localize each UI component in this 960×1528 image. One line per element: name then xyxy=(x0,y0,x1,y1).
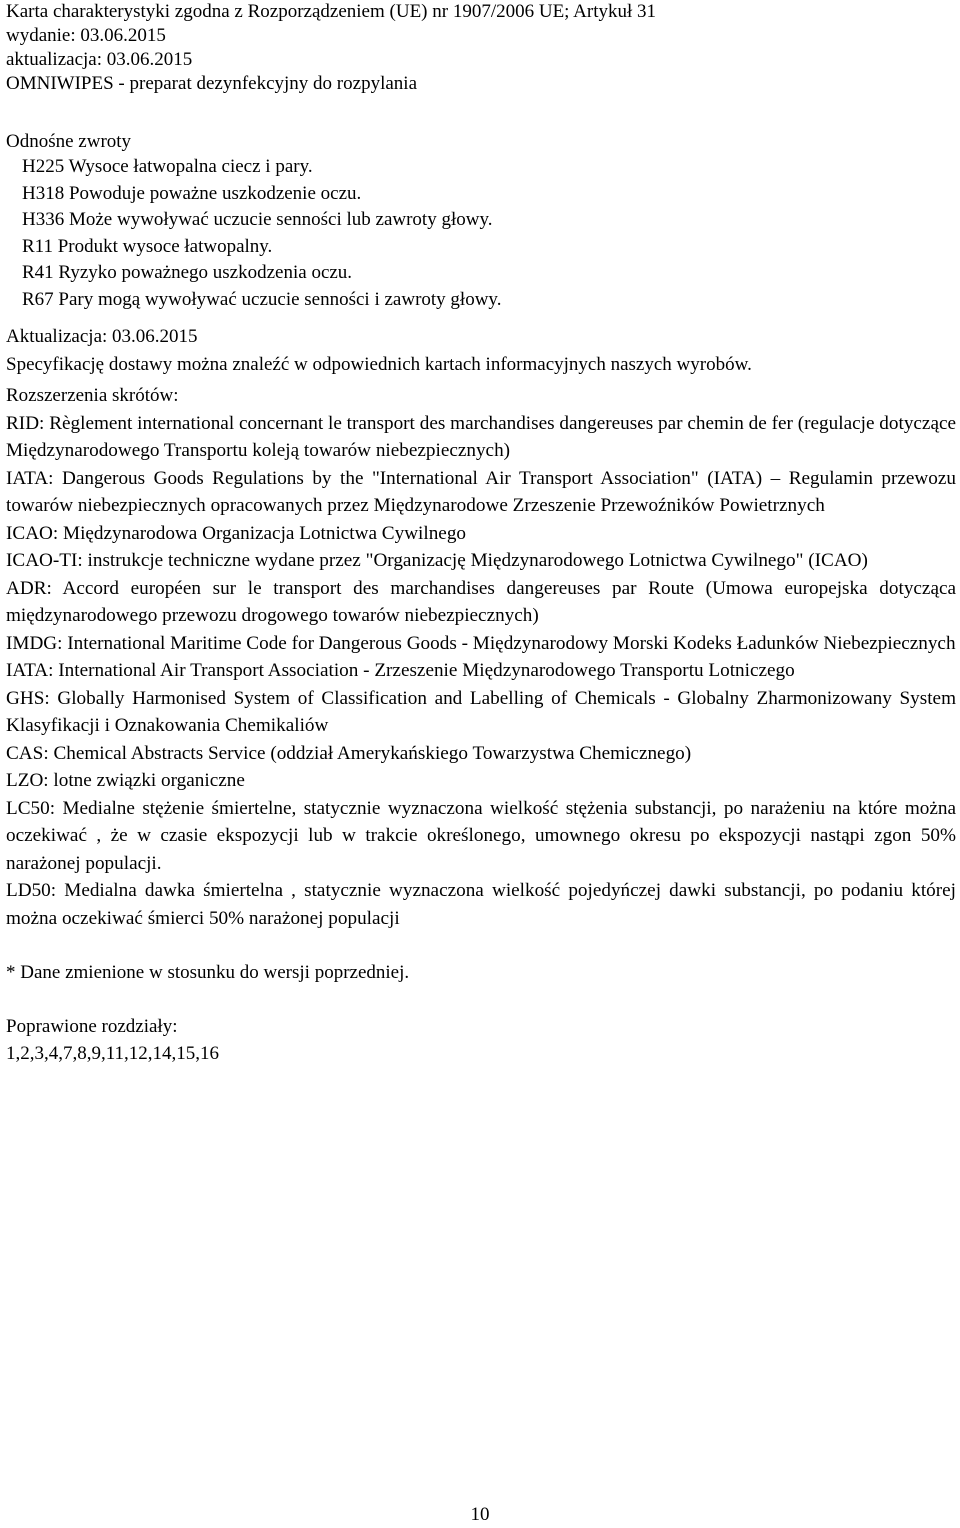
update-date: aktualizacja: 03.06.2015 xyxy=(6,49,193,70)
abbreviation-iata-dgr: IATA: Dangerous Goods Regulations by the "International Air Transport Association" (IATA) – Regulamin przewozu towarów niebezpiecznych opracowanych przez Międzynarodowe Zrzeszenie Przewoźników Powietrznych xyxy=(6,467,956,516)
regulation-line: Karta charakterystyki zgodna z Rozporządzeniem (UE) nr 1907/2006 UE; Artykuł 31 xyxy=(6,1,657,22)
abbreviation-rid: RID: Règlement international concernant le transport des marchandises dangereuses par chemin de fer (regulacje dotyczące Międzynarodowego Transportu koleją towarów niebezpiecznych) xyxy=(6,412,956,461)
update-text: Specyfikację dostawy można znaleźć w odpowiednich kartach informacyjnych naszych wyrobów. xyxy=(6,353,752,375)
product-name: OMNIWIPES - preparat dezynfekcyjny do rozpylania xyxy=(6,73,417,94)
abbreviation-icao: ICAO: Międzynarodowa Organizacja Lotnictwa Cywilnego xyxy=(6,522,467,544)
update-label: Aktualizacja: 03.06.2015 xyxy=(6,326,198,347)
document-header xyxy=(6,0,956,96)
abbreviations-list xyxy=(6,410,956,933)
abbreviation-ghs: GHS: Globally Harmonised System of Classification and Labelling of Chemicals - Globalny Zharmonizowany System Klasyfikacji i Oznakowania Chemikaliów xyxy=(6,687,956,736)
changes-note: * Dane zmienione w stosunku do wersji poprzedniej. xyxy=(6,962,410,983)
reference-phrase: H318 Powoduje poważne uszkodzenie oczu. xyxy=(22,182,362,204)
reference-phrase: H336 Może wywoływać uczucie senności lub zawroty głowy. xyxy=(22,209,493,230)
references-list xyxy=(6,154,956,313)
abbreviation-cas: CAS: Chemical Abstracts Service (oddział Amerykańskiego Towarzystwa Chemicznego) xyxy=(6,742,692,764)
reference-phrase: R41 Ryzyko poważnego uszkodzenia oczu. xyxy=(22,262,353,283)
reference-phrase: R67 Pary mogą wywoływać uczucie senności i zawroty głowy. xyxy=(22,288,502,310)
abbreviation-ld50: LD50: Medialna dawka śmiertelna , statycznie wyznaczona wielkość pojedyńczej dawki substancji, po podaniu której można oczekiwać śmierci 50% narażonej populacji xyxy=(6,880,956,929)
abbreviation-adr: ADR: Accord européen sur le transport des marchandises dangereuses par Route (Umowa europejska dotycząca międzynarodowego przewozu drogowego towarów niebezpiecznych) xyxy=(6,577,956,626)
abbreviation-iata: IATA: International Air Transport Association - Zrzeszenie Międzynarodowego Transportu Lotniczego xyxy=(6,660,795,681)
reference-phrase: R11 Produkt wysoce łatwopalny. xyxy=(22,235,273,257)
abbreviation-lzo: LZO: lotne związki organiczne xyxy=(6,770,245,791)
corrected-chapters-title: Poprawione rozdziały: xyxy=(6,1016,178,1037)
abbreviation-imdg: IMDG: International Maritime Code for Dangerous Goods - Międzynarodowy Morski Kodeks Ładunków Niebezpiecznych xyxy=(6,632,956,654)
edition-date: wydanie: 03.06.2015 xyxy=(6,25,166,46)
reference-phrase: H225 Wysoce łatwopalna ciecz i pary. xyxy=(22,156,313,177)
document-page xyxy=(6,0,956,1067)
references-title: Odnośne zwroty xyxy=(6,131,132,152)
abbreviation-icao-ti: ICAO-TI: instrukcje techniczne wydane przez "Organizację Międzynarodowego Lotnictwa Cywilnego" (ICAO) xyxy=(6,550,868,571)
corrected-chapters-list: 1,2,3,4,7,8,9,11,12,14,15,16 xyxy=(6,1043,220,1064)
abbreviations-title: Rozszerzenia skrótów: xyxy=(6,385,179,406)
abbreviation-lc50: LC50: Medialne stężenie śmiertelne, statycznie wyznaczona wielkość stężenia substancji, po narażeniu na które można oczekiwać , że w czasie ekspozycji lub w trakcie określonego, umownego okresu po ekspozycji nastąpi zgon 50% narażonej populacji. xyxy=(6,797,956,874)
page-number: 10 xyxy=(470,1504,490,1525)
